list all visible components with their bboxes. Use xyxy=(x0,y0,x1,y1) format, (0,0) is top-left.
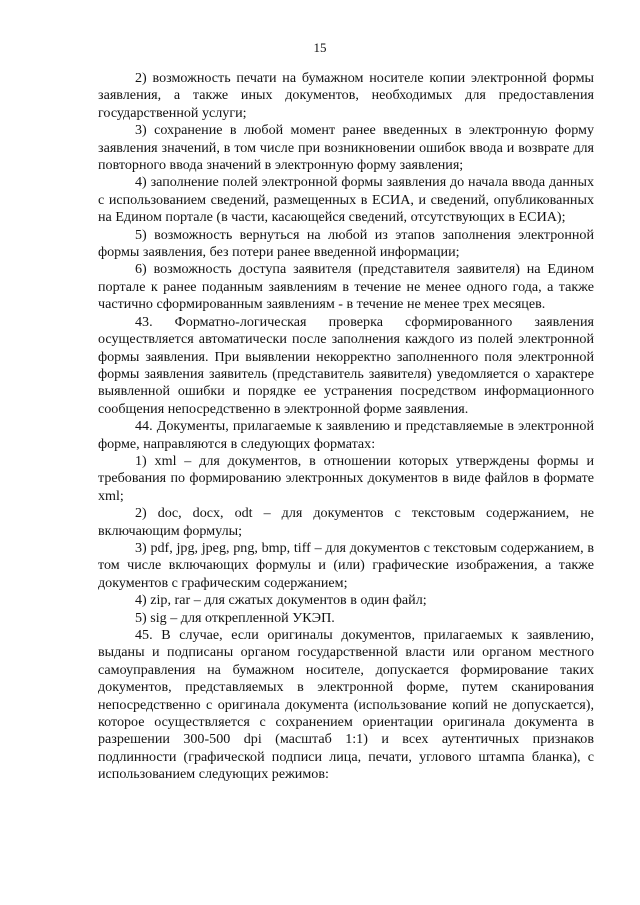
format-item-pdf: 3) pdf, jpg, jpeg, png, bmp, tiff – для документов с текстовым содержанием, в том числе включающих формулы и (или) графические изображения, а также документов с графическим содержанием; xyxy=(98,539,594,591)
paragraph-item-6: 6) возможность доступа заявителя (представителя заявителя) на Едином портале к ранее поданным заявлениям в течение не менее одного года, а также частично сформированным заявлениям - в течение не менее трех месяцев. xyxy=(98,261,594,313)
page-number: 15 xyxy=(313,40,327,55)
paragraph-43: 43. Форматно-логическая проверка сформированного заявления осуществляется автоматически после заполнения каждого из полей электронной формы заявления. При выявлении некорректно заполненного поля электронной формы заявления заявитель (представитель заявителя) уведомляется о характере выявленной ошибки и порядке ее устранения посредством информационного сообщения непосредственно в электронной форме заявления. xyxy=(98,313,594,417)
paragraph-45: 45. В случае, если оригиналы документов, прилагаемых к заявлению, выданы и подписаны органом государственной власти или органом местного самоуправления на бумажном носителе, допускается формирование таких документов, представляемых в электронной форме, путем сканирования непосредственно с оригинала документа (использование копий не допускается), которое осуществляется с сохранением ориентации оригинала документа в разрешении 300-500 dpi (масштаб 1:1) и всех аутентичных признаков подлинности (графической подписи лица, печати, углового штампа бланка), с использованием следующих режимов: xyxy=(98,627,594,783)
format-item-sig: 5) sig – для открепленной УКЭП. xyxy=(135,609,335,626)
paragraph-item-4: 4) заполнение полей электронной формы заявления до начала ввода данных с использованием сведений, размещенных в ЕСИА, и сведений, опубликованных на Едином портале (в части, касающейся сведений, отсутствующих в ЕСИА); xyxy=(98,174,594,226)
paragraph-item-3: 3) сохранение в любой момент ранее введенных в электронную форму заявления значений, в том числе при возникновении ошибок ввода и возврате для повторного ввода значений в электронную форму заявления; xyxy=(98,122,594,174)
format-item-doc: 2) doc, docx, odt – для документов с текстовым содержанием, не включающим формулы; xyxy=(98,505,594,539)
document-body xyxy=(98,70,594,784)
paragraph-44: 44. Документы, прилагаемые к заявлению и представляемые в электронной форме, направляются в следующих форматах: xyxy=(98,418,594,452)
paragraph-item-5: 5) возможность вернуться на любой из этапов заполнения электронной формы заявления, без потери ранее введенной информации; xyxy=(98,226,594,261)
format-item-zip: 4) zip, rar – для сжатых документов в один файл; xyxy=(135,592,427,609)
paragraph-item-2: 2) возможность печати на бумажном носителе копии электронной формы заявления, а также иных документов, необходимых для предоставления государственной услуги; xyxy=(98,70,594,121)
format-item-xml: 1) xml – для документов, в отношении которых утверждены формы и требования по формированию электронных документов в виде файлов в формате xml; xyxy=(98,452,594,504)
